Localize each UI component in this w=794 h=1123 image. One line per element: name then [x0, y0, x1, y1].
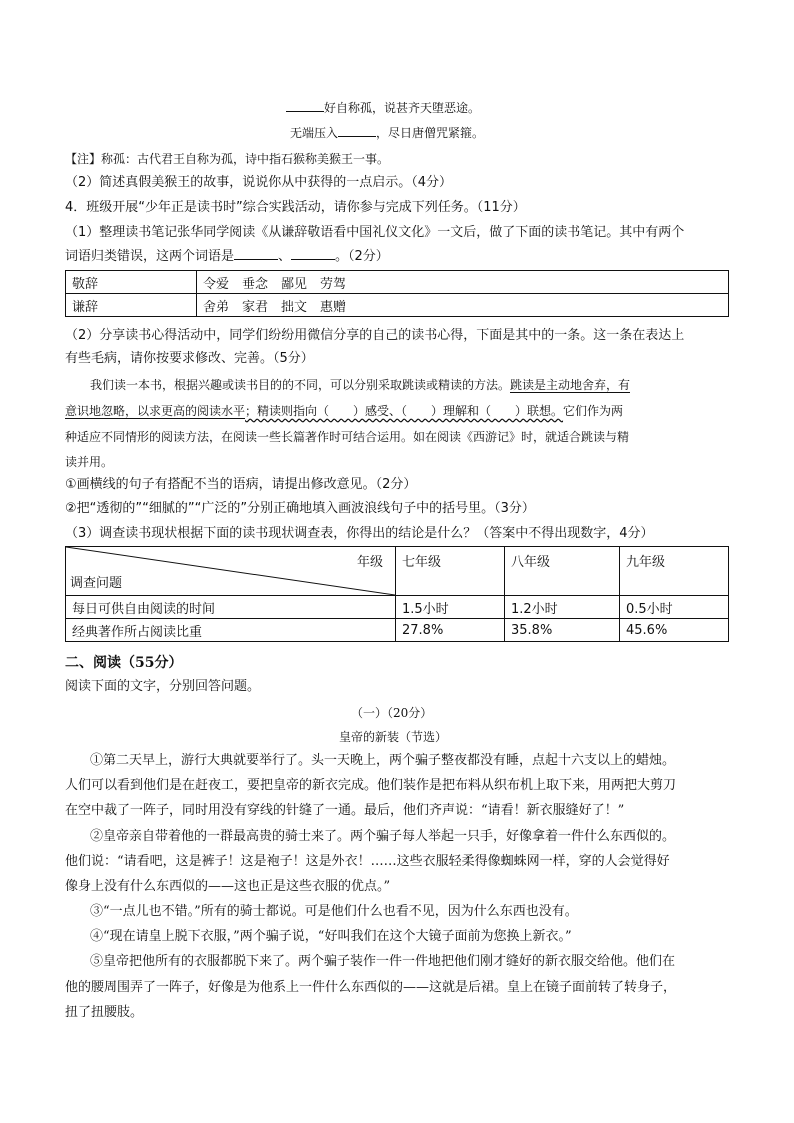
poem-line-1-text: 好自称孤，说甚齐天堕恶途。 [324, 101, 481, 115]
row-label: 经典著作所占阅读比重 [66, 619, 396, 642]
story-paragraph-2-line-1: ②皇帝亲自带着他的一群最高贵的骑士来了。两个骗子每人举起一只手，好像拿着一件什么东西似的。 [90, 829, 676, 844]
question-4-1-line-2-pre: 词语归类错误，这两个词语是 [65, 249, 235, 264]
poem-line-2 [290, 124, 484, 142]
table-header-row [66, 547, 729, 596]
question-4-title: 4．班级开展“少年正是读书时”综合实践活动，请你参与完成下列任务。（11分） [65, 200, 526, 215]
passage-line-4: 读并用。 [65, 455, 114, 469]
table-row-label: 谦辞 [66, 294, 197, 317]
table-cell: 35.8% [505, 619, 620, 642]
passage-text: 它们作为两 [563, 404, 624, 418]
table-cell: 45.6% [620, 619, 729, 642]
underlined-sentence: 跳读是主动地舍弃，有 [510, 378, 631, 392]
wavy-sentence: ；精读则指向（ ）感受、（ ）理解和（ ）联想。 [245, 404, 564, 418]
corner-top-label: 年级 [356, 555, 383, 570]
survey-table [65, 546, 729, 642]
story-paragraph-5-line-3: 扭了扭腰肢。 [65, 1005, 144, 1020]
table-cell: 1.2小时 [505, 596, 620, 619]
table-row [66, 294, 729, 317]
column-header: 七年级 [396, 547, 505, 596]
question-2: （2）简述真假美猴王的故事，说说你从中获得的一点启示。（4分） [65, 175, 453, 190]
story-paragraph-1-line-2: 人们可以看到他们是在赶夜工，要把皇帝的新衣完成。他们装作是把布料从织布机上取下来，用两把大剪刀 [65, 778, 677, 793]
table-row-words: 舍弟 家君 拙文 惠赠 [197, 294, 729, 317]
table-cell: 0.5小时 [620, 596, 729, 619]
table-corner-cell [66, 547, 396, 596]
question-4-1-line-2-post: 。（2分） [335, 249, 389, 264]
story-paragraph-3: ③“一点儿也不错。”所有的骑士都说。可是他们什么也看不见，因为什么东西也没有。 [90, 904, 578, 919]
row-label: 每日可供自由阅读的时间 [66, 596, 396, 619]
table-row [66, 619, 729, 642]
story-paragraph-2-line-2: 他们说：“请看吧，这是裤子！这是袍子！这是外衣！……这些衣服轻柔得像蜘蛛网一样，穿的人会觉得好 [65, 854, 670, 869]
blank-separator: 、 [278, 249, 292, 264]
sub-question-1: ①画横线的句子有搭配不当的语病，请提出修改意见。（2分） [65, 477, 417, 492]
story-paragraph-5-line-2: 他的腰周围弄了一阵子，好像是为他系上一件什么东西似的——这就是后裙。皇上在镜子面前转了转身子， [65, 980, 677, 995]
story-paragraph-5-line-1: ⑤皇帝把他所有的衣服都脱下来了。两个骗子装作一件一件地把他们刚才缝好的新衣服交给他。他们在 [90, 954, 676, 969]
story-paragraph-2-line-3: 像身上没有什么东西似的——这也正是这些衣服的优点。” [65, 879, 391, 894]
answer-blank-2 [291, 247, 335, 260]
table-row-label: 敬辞 [66, 271, 197, 294]
story-paragraph-1-line-3: 在空中裁了一阵子，同时用没有穿线的针缝了一通。最后，他们齐声说：“请看！新衣服缝好了！” [65, 803, 625, 818]
column-header: 八年级 [505, 547, 620, 596]
subsection-title: （一）（20分） [351, 706, 433, 720]
table-row [66, 271, 729, 294]
table-row-words: 令爱 垂念 鄙见 劳驾 [197, 271, 729, 294]
poem-blank-1 [286, 99, 324, 112]
corner-bottom-label: 调查问题 [70, 576, 123, 591]
question-4-1-line-2 [65, 247, 389, 266]
question-4-2-line-2: 有些毛病，请你按要求修改、完善。（5分） [65, 351, 314, 366]
story-paragraph-1-line-1: ①第二天早上，游行大典就要举行了。头一天晚上，两个骗子整夜都没有睡，点起十六支以上的蜡烛。 [90, 753, 676, 768]
poem-blank-2 [338, 124, 376, 137]
poem-line-1 [286, 99, 480, 117]
sub-question-2: ②把“透彻的”“细腻的”“广泛的”分别正确地填入画波浪线句子中的括号里。（3分） [65, 501, 535, 516]
section-2-intro: 阅读下面的文字，分别回答问题。 [65, 679, 261, 694]
story-paragraph-4: ④“现在请皇上脱下衣服，”两个骗子说，“好叫我们在这个大镜子面前为您换上新衣。” [90, 929, 572, 944]
question-4-2-line-1: （2）分享读书心得活动中，同学们纷纷用微信分享的自己的读书心得，下面是其中的一条。这一条在表达上 [65, 328, 685, 343]
question-4-1-line-1: （1）整理读书笔记张华同学阅读《从谦辞敬语看中国礼仪文化》一文后，做了下面的读书笔记。其中有两个 [65, 225, 685, 240]
section-2-title: 二、阅读（55分） [65, 655, 183, 671]
answer-blank-1 [234, 247, 278, 260]
underlined-sentence: 意识地忽略，以求更高的阅读水平 [65, 404, 246, 418]
table-row [66, 596, 729, 619]
column-header: 九年级 [620, 547, 729, 596]
poem-note: 【注】称孤：古代君王自称为孤，诗中指石猴称美猴王一事。 [65, 152, 390, 166]
poem-line-2-pre: 无端压入 [290, 126, 339, 140]
table-cell: 1.5小时 [396, 596, 505, 619]
poem-line-2-post: ，尽日唐僧咒紧箍。 [376, 126, 485, 140]
passage-text: 我们读一本书，根据兴趣或读书目的的不同，可以分别采取跳读或精读的方法。 [90, 378, 511, 392]
passage-line-2 [65, 402, 623, 420]
table-cell: 27.8% [396, 619, 505, 642]
passage-line-3: 种适应不同情形的阅读方法，在阅读一些长篇著作时可结合运用。如在阅读《西游记》时，就适合跳读与精 [65, 430, 630, 444]
story-title: 皇帝的新装（节选） [339, 730, 448, 744]
passage-line-1 [90, 376, 630, 394]
question-4-3: （3）调查读书现状根据下面的读书现状调查表，你得出的结论是什么？（答案中不得出现数字，4分） [65, 526, 654, 541]
honorific-table [65, 270, 729, 317]
